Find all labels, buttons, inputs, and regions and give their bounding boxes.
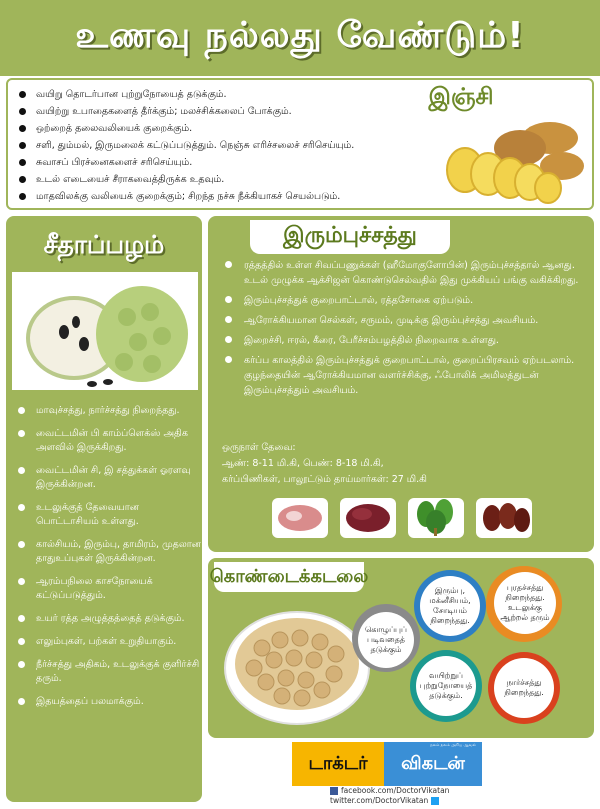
list-item: வயிற்று உபாதைகளைத் தீர்க்கும்; மலச்சிக்கலைப் போக்கும். [16,103,436,120]
list-item: இரும்புச்சத்துக் குறைபாட்டால், ரத்தசோகை ஏற்படும். [222,293,588,308]
list-item: ரத்தத்தில் உள்ள சிவப்பணுக்கள் (ஹீமோகுளோபின்) இரும்புச்சத்தால் ஆனது. உடல் முழுக்க ஆக்சிஜன் கொண்டுசெல்வதில் இது முக்கியப் பங்கு வகிக்கிறது. [222,258,588,288]
spinach-icon [408,498,464,538]
ginger-title: இஞ்சி [428,84,494,110]
list-item: சுவாசப் பிரச்னைகளைச் சரிசெய்யும். [16,154,436,171]
custard-apple-title: சீதாப்பழம் [43,229,165,259]
custard-apple-image [12,272,198,390]
ginger-points [16,86,436,205]
list-item: ஆரம்பநிலை காசநோயைக் கட்டுப்படுத்தும். [14,575,204,603]
list-item: சளி, தும்மல், இருமலைக் கட்டுப்படுத்தும். நெஞ்சு எரிச்சலைச் சரிசெய்யும். [16,137,436,154]
list-item: வைட்டமின் சி, இ சத்துக்கள் ஓரளவு இருக்கின்றன. [14,464,204,492]
list-item: மாதவிலக்கு வலியைக் குறைக்கும்; சிறந்த நச்சு நீக்கியாகச் செயல்படும். [16,188,436,205]
list-item: உடல் எடையைச் சீராகவைத்திருக்க உதவும். [16,171,436,188]
list-item: நீர்ச்சத்து அதிகம், உடலுக்குக் குளிர்ச்சி தரும். [14,658,204,686]
daily-need-line: ஆண்: 8-11 மி.கி, பெண்: 8-18 மி.கி, [222,458,384,469]
ginger-image [430,108,590,206]
doctor-vikatan-logo [292,742,482,786]
meat-icon [272,498,328,538]
list-item: வயிறு தொடர்பான புற்றுநோயைத் தடுக்கும். [16,86,436,103]
facebook-icon [330,787,338,795]
liver-icon [340,498,396,538]
list-item: மாவுச்சத்து, நார்ச்சத்து நிறைந்தது. [14,404,204,418]
list-item: ஆரோக்கியமான செல்கள், சருமம், முடிக்கு இரும்புச்சத்து அவசியம். [222,313,588,328]
daily-need-block [222,440,588,488]
iron-foods-images [268,492,540,544]
twitter-link[interactable]: twitter.com/DoctorVikatan [330,796,510,806]
daily-need-label: ஒருநாள் தேவை: [222,442,296,453]
chickpea-title: கொண்டைக்கடலை [209,565,369,587]
list-item: இறைச்சி, ஈரல், கீரை, பேரீச்சம்பழத்தில் நிறைவாக உள்ளது. [222,333,588,348]
daily-need-line: கர்ப்பிணிகள், பாலூட்டும் தாய்மார்கள்: 27 மி.கி [222,474,427,485]
chickpea-bubble: வயிற்றுப் புற்றுநோயைத் தடுக்கும். [416,656,476,716]
list-item: எலும்புகள், பற்கள் உறுதியாகும். [14,635,204,649]
social-links [330,786,510,806]
facebook-link[interactable]: facebook.com/DoctorVikatan [330,786,510,796]
chickpea-bubble: புரதச்சத்து நிறைந்தது. உடலுக்கு ஆற்றல் தரும் [494,572,556,634]
list-item: இதயத்தைப் பலமாக்கும். [14,695,204,709]
logo-part: விகடன் [384,742,482,786]
list-item: கால்சியம், இரும்பு, தாமிரம், முதலான தாதுஉப்புகள் இருக்கின்றன. [14,538,204,566]
chickpea-bubble: இரும்பு, மக்னீசியம், சோடியம் நிறைந்தது. [420,576,480,636]
twitter-icon [431,797,439,805]
page-title: உணவு நல்லது வேண்டும்! [75,15,525,56]
list-item: ஒற்றைத் தலைவலியைக் குறைக்கும். [16,120,436,137]
dates-icon [476,498,532,538]
logo-tagline: நலம் நலம் அறிய ஆவல் [430,742,476,747]
list-item: வைட்டமின் பி காம்ப்ளெக்ஸ் அதிக அளவில் இருக்கிறது. [14,427,204,455]
custard-apple-points [14,404,204,718]
logo-part: டாக்டர் [292,742,384,786]
iron-title: இரும்புச்சத்து [283,223,417,248]
iron-points [222,258,588,403]
chickpea-bubble: கொழுப்புப் படிவதைத் தடுக்கும் [358,612,414,668]
list-item: கர்ப்ப காலத்தில் இரும்புச்சத்துக் குறைபாட்டால், குறைப்பிரசவம் ஏற்படலாம். குழந்தையின் ஆரோக்கியமான வளர்ச்சிக்கு, ஃபோலிக் அமிலத்துடன் இரும்புச்சத்தும் அவசியம். [222,353,588,398]
list-item: உயர் ரத்த அழுத்தத்தைத் தடுக்கும். [14,612,204,626]
chickpea-bubble: நார்ச்சத்து நிறைந்தது. [494,658,554,718]
list-item: உடலுக்குத் தேவையான பொட்டாசியம் உள்ளது. [14,501,204,529]
